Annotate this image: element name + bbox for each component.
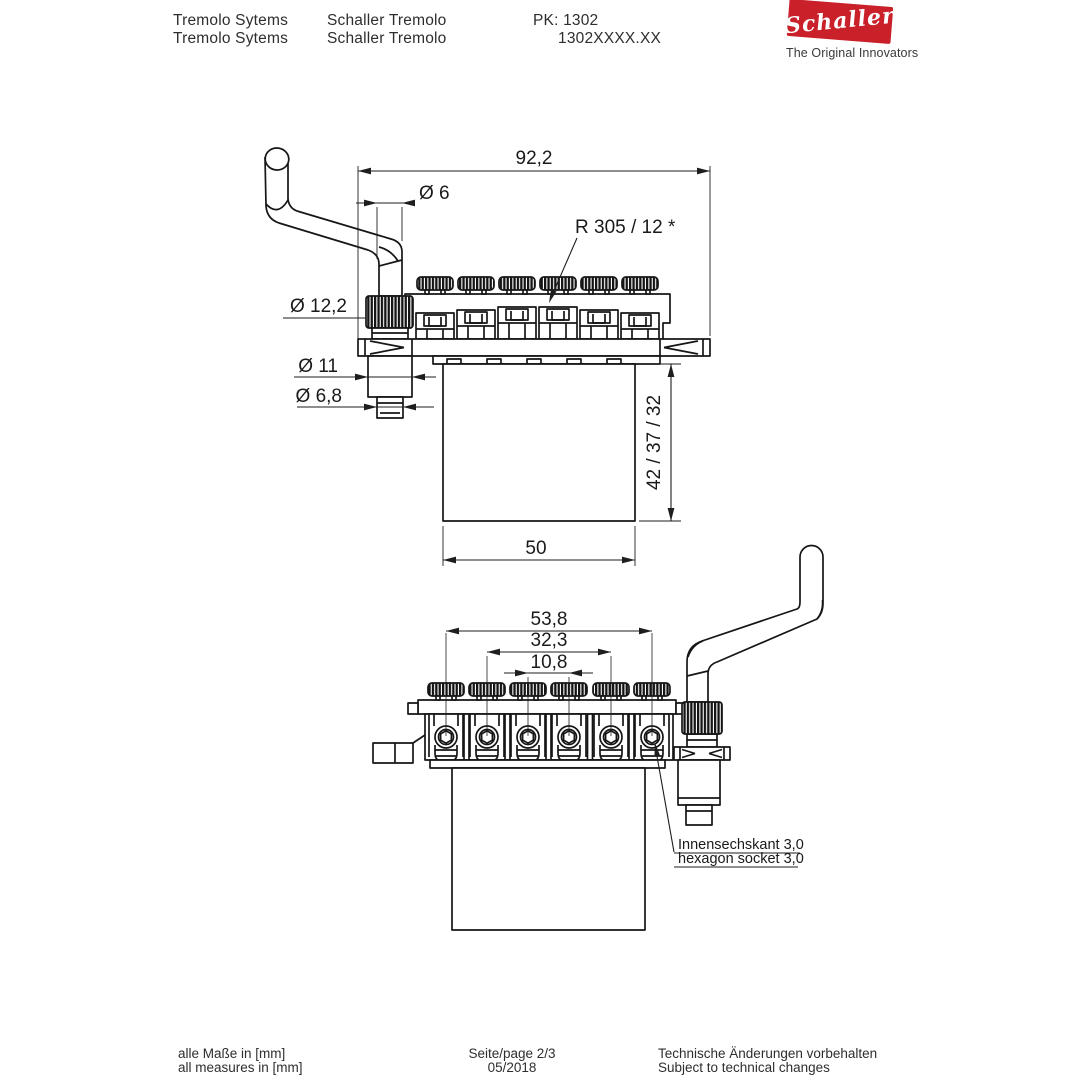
bridge-plate-front (408, 700, 683, 714)
footer-date: 05/2018 (487, 1059, 537, 1075)
footer-units-en: all measures in [mm] (178, 1059, 303, 1075)
socket-note-en: hexagon socket 3,0 (678, 851, 804, 867)
footer-page-number: Seite/page 2/3 (468, 1046, 556, 1061)
radius-note-label: R 305 / 12 * (575, 217, 676, 238)
saddles-front (425, 714, 673, 761)
dim-outer-spread-label: 53,8 (530, 609, 568, 630)
dim-string-spacing-label: 10,8 (530, 652, 568, 673)
dim-tip-label: Ø 6,8 (295, 386, 342, 407)
footer-notice-en: Subject to technical changes (658, 1059, 830, 1075)
sustain-block-side (433, 356, 660, 521)
dim-total-width-label: 92,2 (515, 148, 553, 169)
tremolo-arm-side (264, 146, 402, 296)
footer-page (412, 1047, 612, 1074)
sustain-block-front (430, 760, 665, 930)
arm-collar-front (682, 702, 722, 734)
tremolo-arm-front (687, 546, 823, 703)
tremolo-post-side (368, 356, 412, 418)
tremolo-post-front (674, 734, 730, 825)
dim-block-width-label: 50 (525, 538, 547, 559)
fine-tuner-knobs-side (417, 277, 658, 294)
arm-collar-side (366, 296, 413, 339)
front-view-drawing (373, 546, 823, 931)
dim-block-heights-label: 42 / 37 / 32 (644, 394, 665, 491)
footer-units (178, 1047, 303, 1074)
footer-notice-de: Technische Änderungen vorbehalten (658, 1046, 878, 1061)
logo-tagline: The Original Innovators (786, 46, 919, 60)
header-name-line2: Schaller Tremolo (327, 30, 447, 47)
footer-notice (658, 1047, 877, 1074)
dim-post-label: Ø 11 (298, 356, 338, 377)
schaller-logo-script: Schaller (783, 2, 896, 39)
fine-tuner-knobs-front (428, 683, 670, 700)
header-order-code: 1302XXXX.XX (558, 30, 662, 47)
dim-collar-label: Ø 12,2 (289, 296, 347, 317)
mounting-wing-front (373, 735, 425, 763)
dim-arm-diameter-label: Ø 6 (419, 183, 450, 204)
base-plate-side (358, 339, 710, 356)
header-product-line2: Tremolo Sytems (173, 30, 289, 47)
dim-mid-spread-label: 32,3 (530, 630, 568, 651)
footer-units-de: alle Maße in [mm] (178, 1046, 286, 1061)
header-name-line1: Schaller Tremolo (327, 12, 447, 29)
header-product-line1: Tremolo Sytems (173, 12, 289, 29)
header-part-number: PK: 1302 (533, 12, 599, 29)
socket-note-de: Innensechskant 3,0 (678, 837, 804, 853)
